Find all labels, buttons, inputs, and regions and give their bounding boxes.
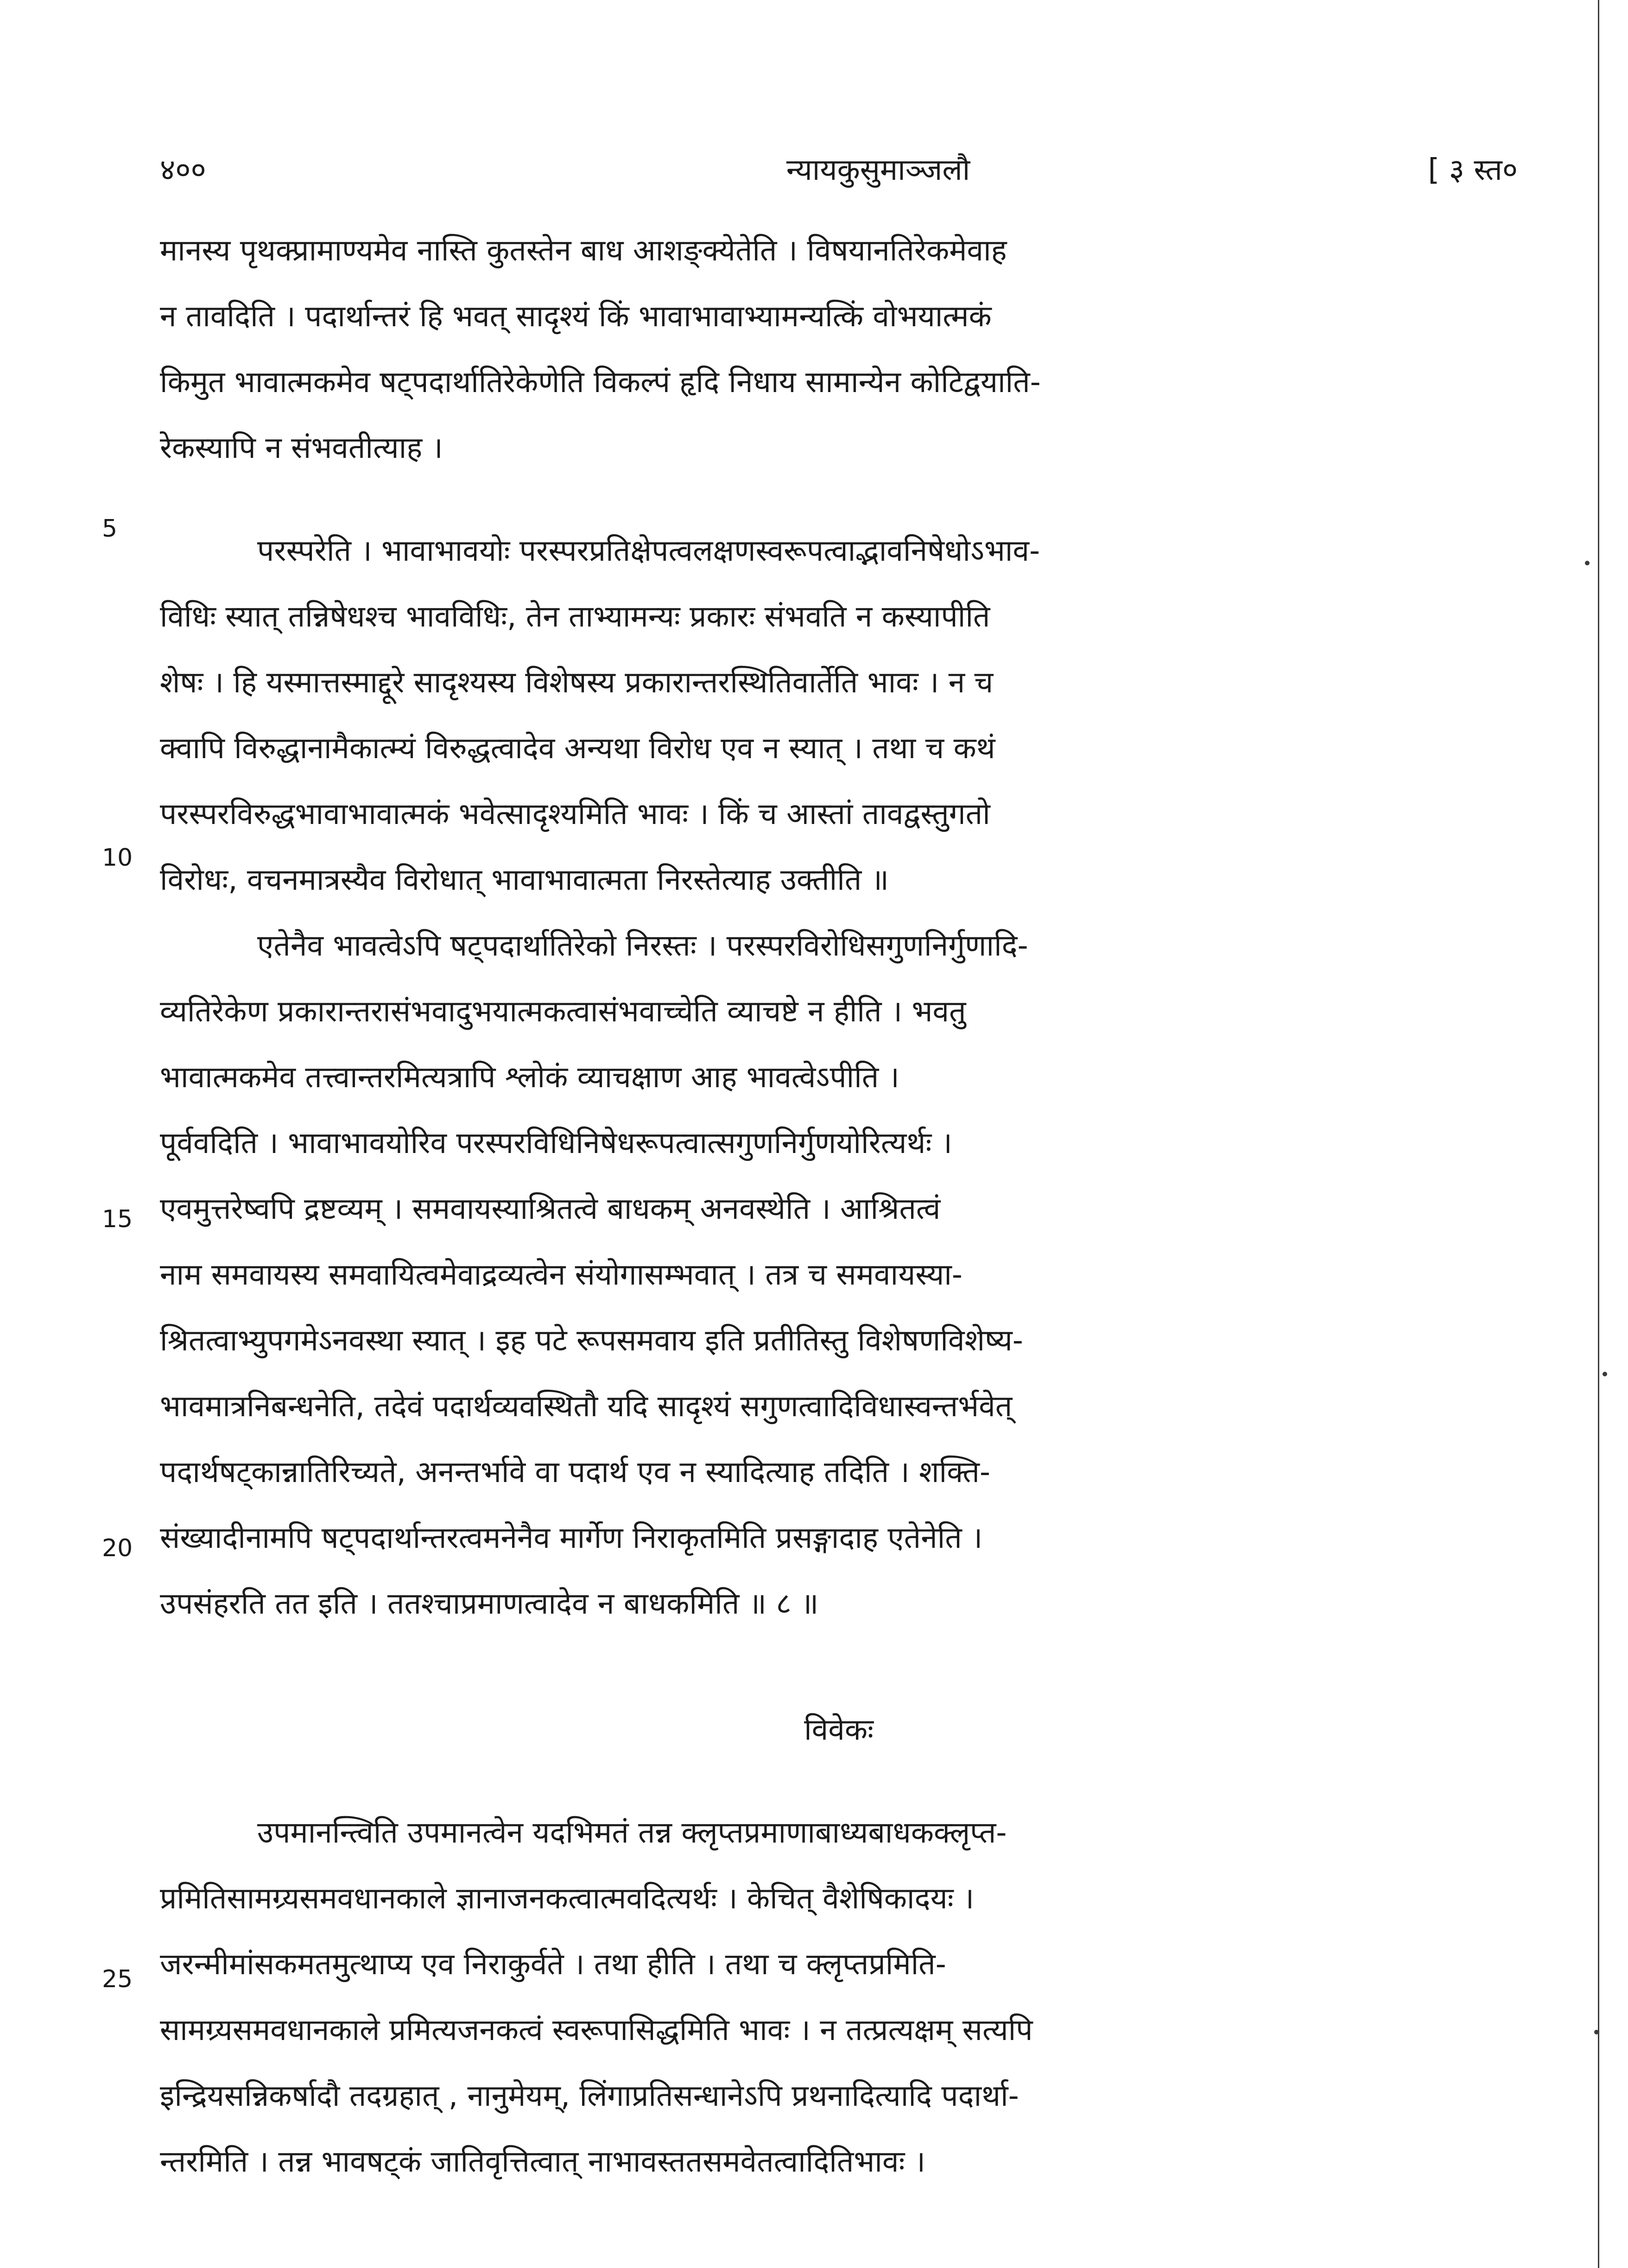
edge-mark [1594, 2030, 1599, 2034]
line-number: 5 [102, 515, 118, 543]
text-line: विरोधः, वचनमात्रस्यैव विरोधात् भावाभावात्मता निरस्तेत्याह उक्तीति ॥ [160, 863, 889, 897]
text-line: मानस्य पृथक्प्रामाण्यमेव नास्ति कुतस्तेन बाध आशङ्क्येतेति । विषयानतिरेकमेवाह [160, 234, 1007, 268]
line-number: 25 [102, 1965, 133, 1993]
page-header [160, 134, 1518, 199]
section-marker: [ ३ स्त० [1428, 153, 1518, 187]
text-line: न तावदिति । पदार्थान्तरं हि भवत् सादृश्यं किं भावाभावाभ्यामन्यत्किं वोभयात्मकं [160, 299, 992, 334]
text-line: एवमुत्तरेष्वपि द्रष्टव्यम् । समवायस्याश्रितत्वे बाधकम् अनवस्थेति । आश्रितत्वं [160, 1192, 941, 1226]
text-line: विधिः स्यात् तन्निषेधश्च भावविधिः, तेन ताभ्यामन्यः प्रकारः संभवति न कस्यापीति [160, 600, 990, 634]
text-line: श्रितत्वाभ्युपगमेऽनवस्था स्यात् । इह पटे रूपसमवाय इति प्रतीतिस्तु विशेषणविशेष्य- [160, 1324, 1023, 1358]
edge-mark [1585, 561, 1590, 565]
page-edge-line [1598, 0, 1599, 2268]
text-line: पदार्थषट्कान्नातिरिच्यते, अनन्तर्भावे वा पदार्थ एव न स्यादित्याह तदिति । शक्ति- [160, 1455, 990, 1489]
text-line: एतेनैव भावत्वेऽपि षट्पदार्थातिरेको निरस्तः । परस्परविरोधिसगुणनिर्गुणादि- [257, 929, 1028, 963]
text-line: भावमात्रनिबन्धनेति, तदेवं पदार्थव्यवस्थितौ यदि सादृश्यं सगुणत्वादिविधास्वन्तर्भवेत् [160, 1389, 1013, 1424]
text-line: क्वापि विरुद्धानामैकात्म्यं विरुद्धत्वादेव अन्यथा विरोध एव न स्यात् । तथा च कथं [160, 731, 995, 766]
text-line: संख्यादीनामपि षट्पदार्थान्तरत्वमनेनैव मार्गेण निराकृतमिति प्रसङ्गादाह एतेनेति । [160, 1521, 983, 1555]
text-line: सामग्र्यसमवधानकाले प्रमित्यजनकत्वं स्वरूपासिद्धमिति भावः । न तत्प्रत्यक्षम् सत्यपि [160, 2013, 1033, 2047]
line-number: 10 [102, 844, 133, 872]
text-line: उपसंहरति तत इति । ततश्चाप्रमाणत्वादेव न बाधकमिति ॥ ८ ॥ [160, 1587, 819, 1621]
text-line: उपमानन्त्विति उपमानत्वेन यदभिमतं तन्न क्लृप्तप्रमाणाबाध्यबाधकक्लृप्त- [257, 1816, 1007, 1850]
commentary-text [160, 218, 1518, 2195]
text-line: किमुत भावात्मकमेव षट्पदार्थातिरेकेणेति विकल्पं हृदि निधाय सामान्येन कोटिद्वयाति- [160, 365, 1041, 399]
text-line: परस्परेति । भावाभावयोः परस्परप्रतिक्षेपत्वलक्षणस्वरूपत्वाद्भावनिषेधोऽभाव- [257, 534, 1040, 568]
section-heading: विवेकः [804, 1713, 874, 1747]
text-line: भावात्मकमेव तत्त्वान्तरमित्यत्रापि श्लोकं व्याचक्षाण आह भावत्वेऽपीति । [160, 1060, 900, 1095]
text-line: व्यतिरेकेण प्रकारान्तरासंभवादुभयात्मकत्वासंभवाच्चेति व्याचष्टे न हीति । भवतु [160, 995, 966, 1029]
running-title: न्यायकुसुमाञ्जलौ [786, 153, 970, 187]
text-line: इन्द्रियसन्निकर्षादौ तदग्रहात् , नानुमेयम्, लिंगाप्रतिसन्धानेऽपि प्रथनादित्यादि पदार्था- [160, 2079, 1019, 2113]
text-line: परस्परविरुद्धभावाभावात्मकं भवेत्सादृश्यमिति भावः । किं च आस्तां तावद्वस्तुगतो [160, 797, 990, 831]
text-line: पूर्ववदिति । भावाभावयोरिव परस्परविधिनिषेधरूपत्वात्सगुणनिर्गुणयोरित्यर्थः । [160, 1126, 952, 1160]
line-number: 20 [102, 1534, 133, 1562]
text-line: न्तरमिति । तन्न भावषट्कं जातिवृत्तित्वात् नाभावस्ततसमवेतत्वादितिभावः । [160, 2145, 925, 2179]
text-line: नाम समवायस्य समवायित्वमेवाद्रव्यत्वेन संयोगासम्भवात् । तत्र च समवायस्या- [160, 1258, 963, 1292]
edge-mark [1603, 1372, 1607, 1376]
line-number: 15 [102, 1205, 133, 1233]
text-line: प्रमितिसामग्र्यसमवधानकाले ज्ञानाजनकत्वात्मवदित्यर्थः । केचित् वैशेषिकादयः । [160, 1882, 975, 1916]
page-number: ४०० [160, 153, 206, 187]
text-line: शेषः । हि यस्मात्तस्माद्दूरे सादृश्यस्य विशेषस्य प्रकारान्तरस्थितिवार्तेति भावः । न च [160, 665, 994, 700]
text-line: रेकस्यापि न संभवतीत्याह । [160, 431, 443, 465]
text-line: जरन्मीमांसकमतमुत्थाप्य एव निराकुर्वते । तथा हीति । तथा च क्लृप्तप्रमिति- [160, 1947, 946, 1982]
